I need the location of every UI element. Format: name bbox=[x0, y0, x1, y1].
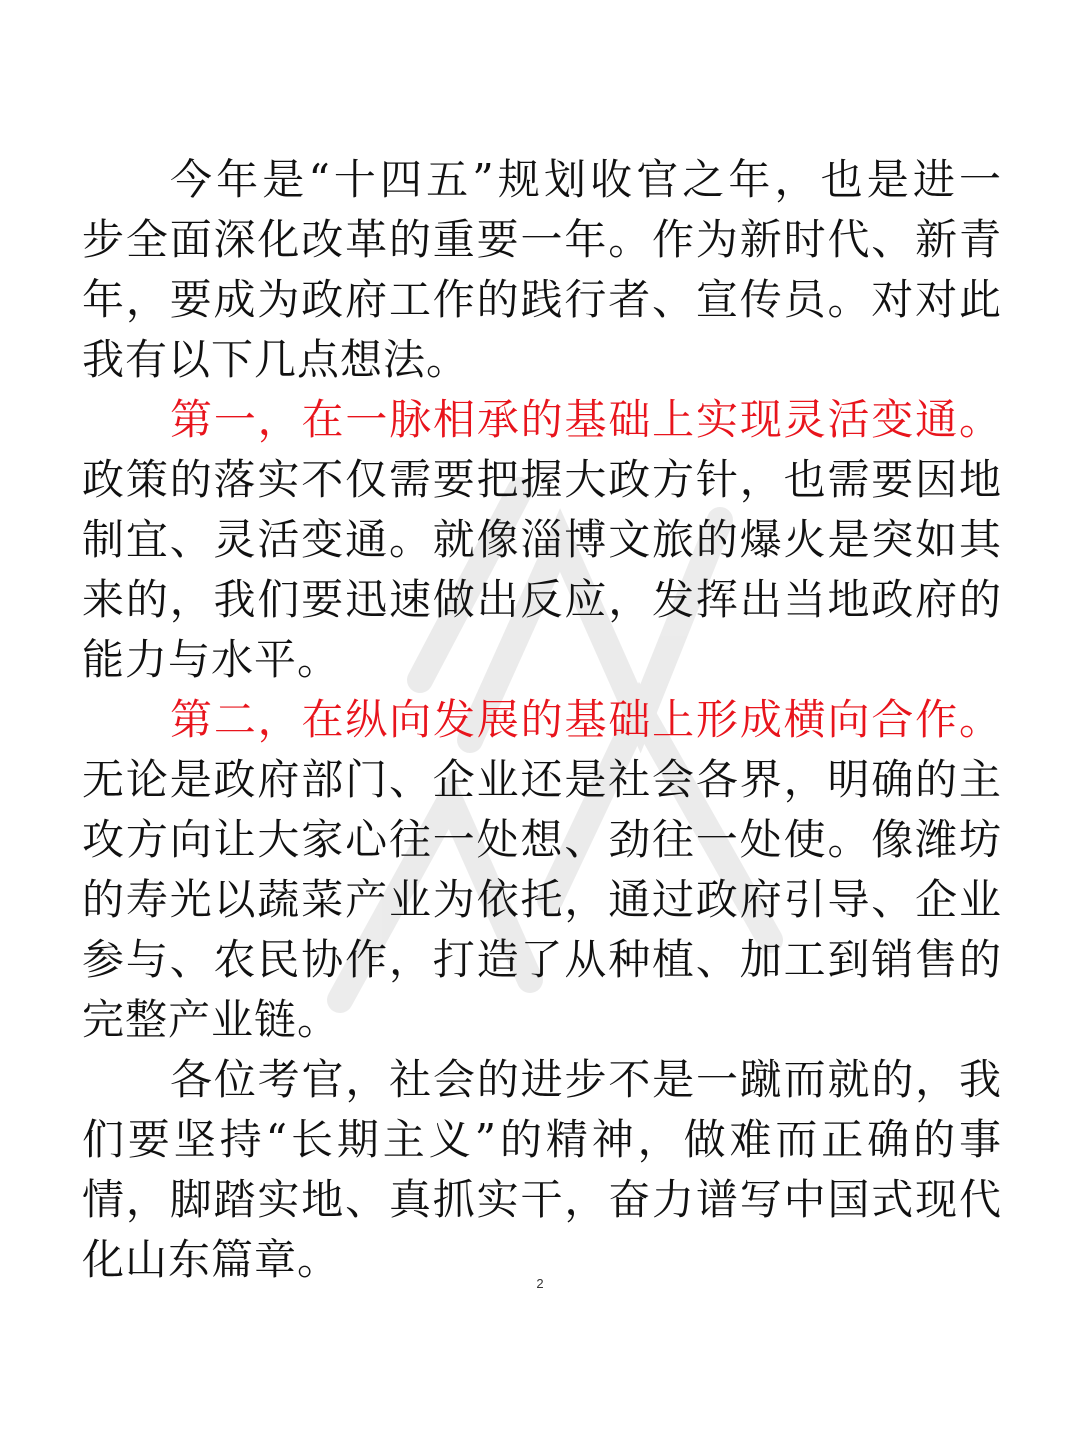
paragraph-line: 无论是政府部门、企业还是社会各界，明确的主 bbox=[82, 755, 1002, 804]
paragraph-line: 完整产业链。 bbox=[82, 995, 341, 1044]
paragraph-line: 来的，我们要迅速做出反应，发挥出当地政府的 bbox=[82, 575, 1002, 624]
paragraph-line: 能力与水平。 bbox=[82, 635, 341, 684]
paragraph-line: 攻方向让大家心往一处想、劲往一处使。像潍坊 bbox=[82, 815, 1002, 864]
paragraph-line: 们要坚持“长期主义”的精神，做难而正确的事 bbox=[82, 1115, 1002, 1164]
page-number: 2 bbox=[536, 1276, 544, 1291]
paragraph-line: 今年是“十四五”规划收官之年，也是进一 bbox=[170, 155, 1002, 204]
section-heading: 第一，在一脉相承的基础上实现灵活变通。 bbox=[170, 395, 1002, 444]
paragraph-line: 政策的落实不仅需要把握大政方针，也需要因地 bbox=[82, 455, 1002, 504]
paragraph-line: 情，脚踏实地、真抓实干，奋力谱写中国式现代 bbox=[82, 1175, 1002, 1224]
paragraph-line: 年，要成为政府工作的践行者、宣传员。对对此 bbox=[82, 275, 1002, 324]
paragraph-line: 参与、农民协作，打造了从种植、加工到销售的 bbox=[82, 935, 1002, 984]
body-text bbox=[82, 150, 1002, 1290]
paragraph-line: 化山东篇章。 bbox=[82, 1235, 341, 1284]
paragraph-line: 各位考官，社会的进步不是一蹴而就的，我 bbox=[170, 1055, 1002, 1104]
paragraph-line: 步全面深化改革的重要一年。作为新时代、新青 bbox=[82, 215, 1002, 264]
paragraph-line: 我有以下几点想法。 bbox=[82, 335, 470, 384]
paragraph-line: 制宜、灵活变通。就像淄博文旅的爆火是突如其 bbox=[82, 515, 1002, 564]
paragraph-line: 的寿光以蔬菜产业为依托，通过政府引导、企业 bbox=[82, 875, 1002, 924]
section-heading: 第二，在纵向发展的基础上形成横向合作。 bbox=[170, 695, 1002, 744]
